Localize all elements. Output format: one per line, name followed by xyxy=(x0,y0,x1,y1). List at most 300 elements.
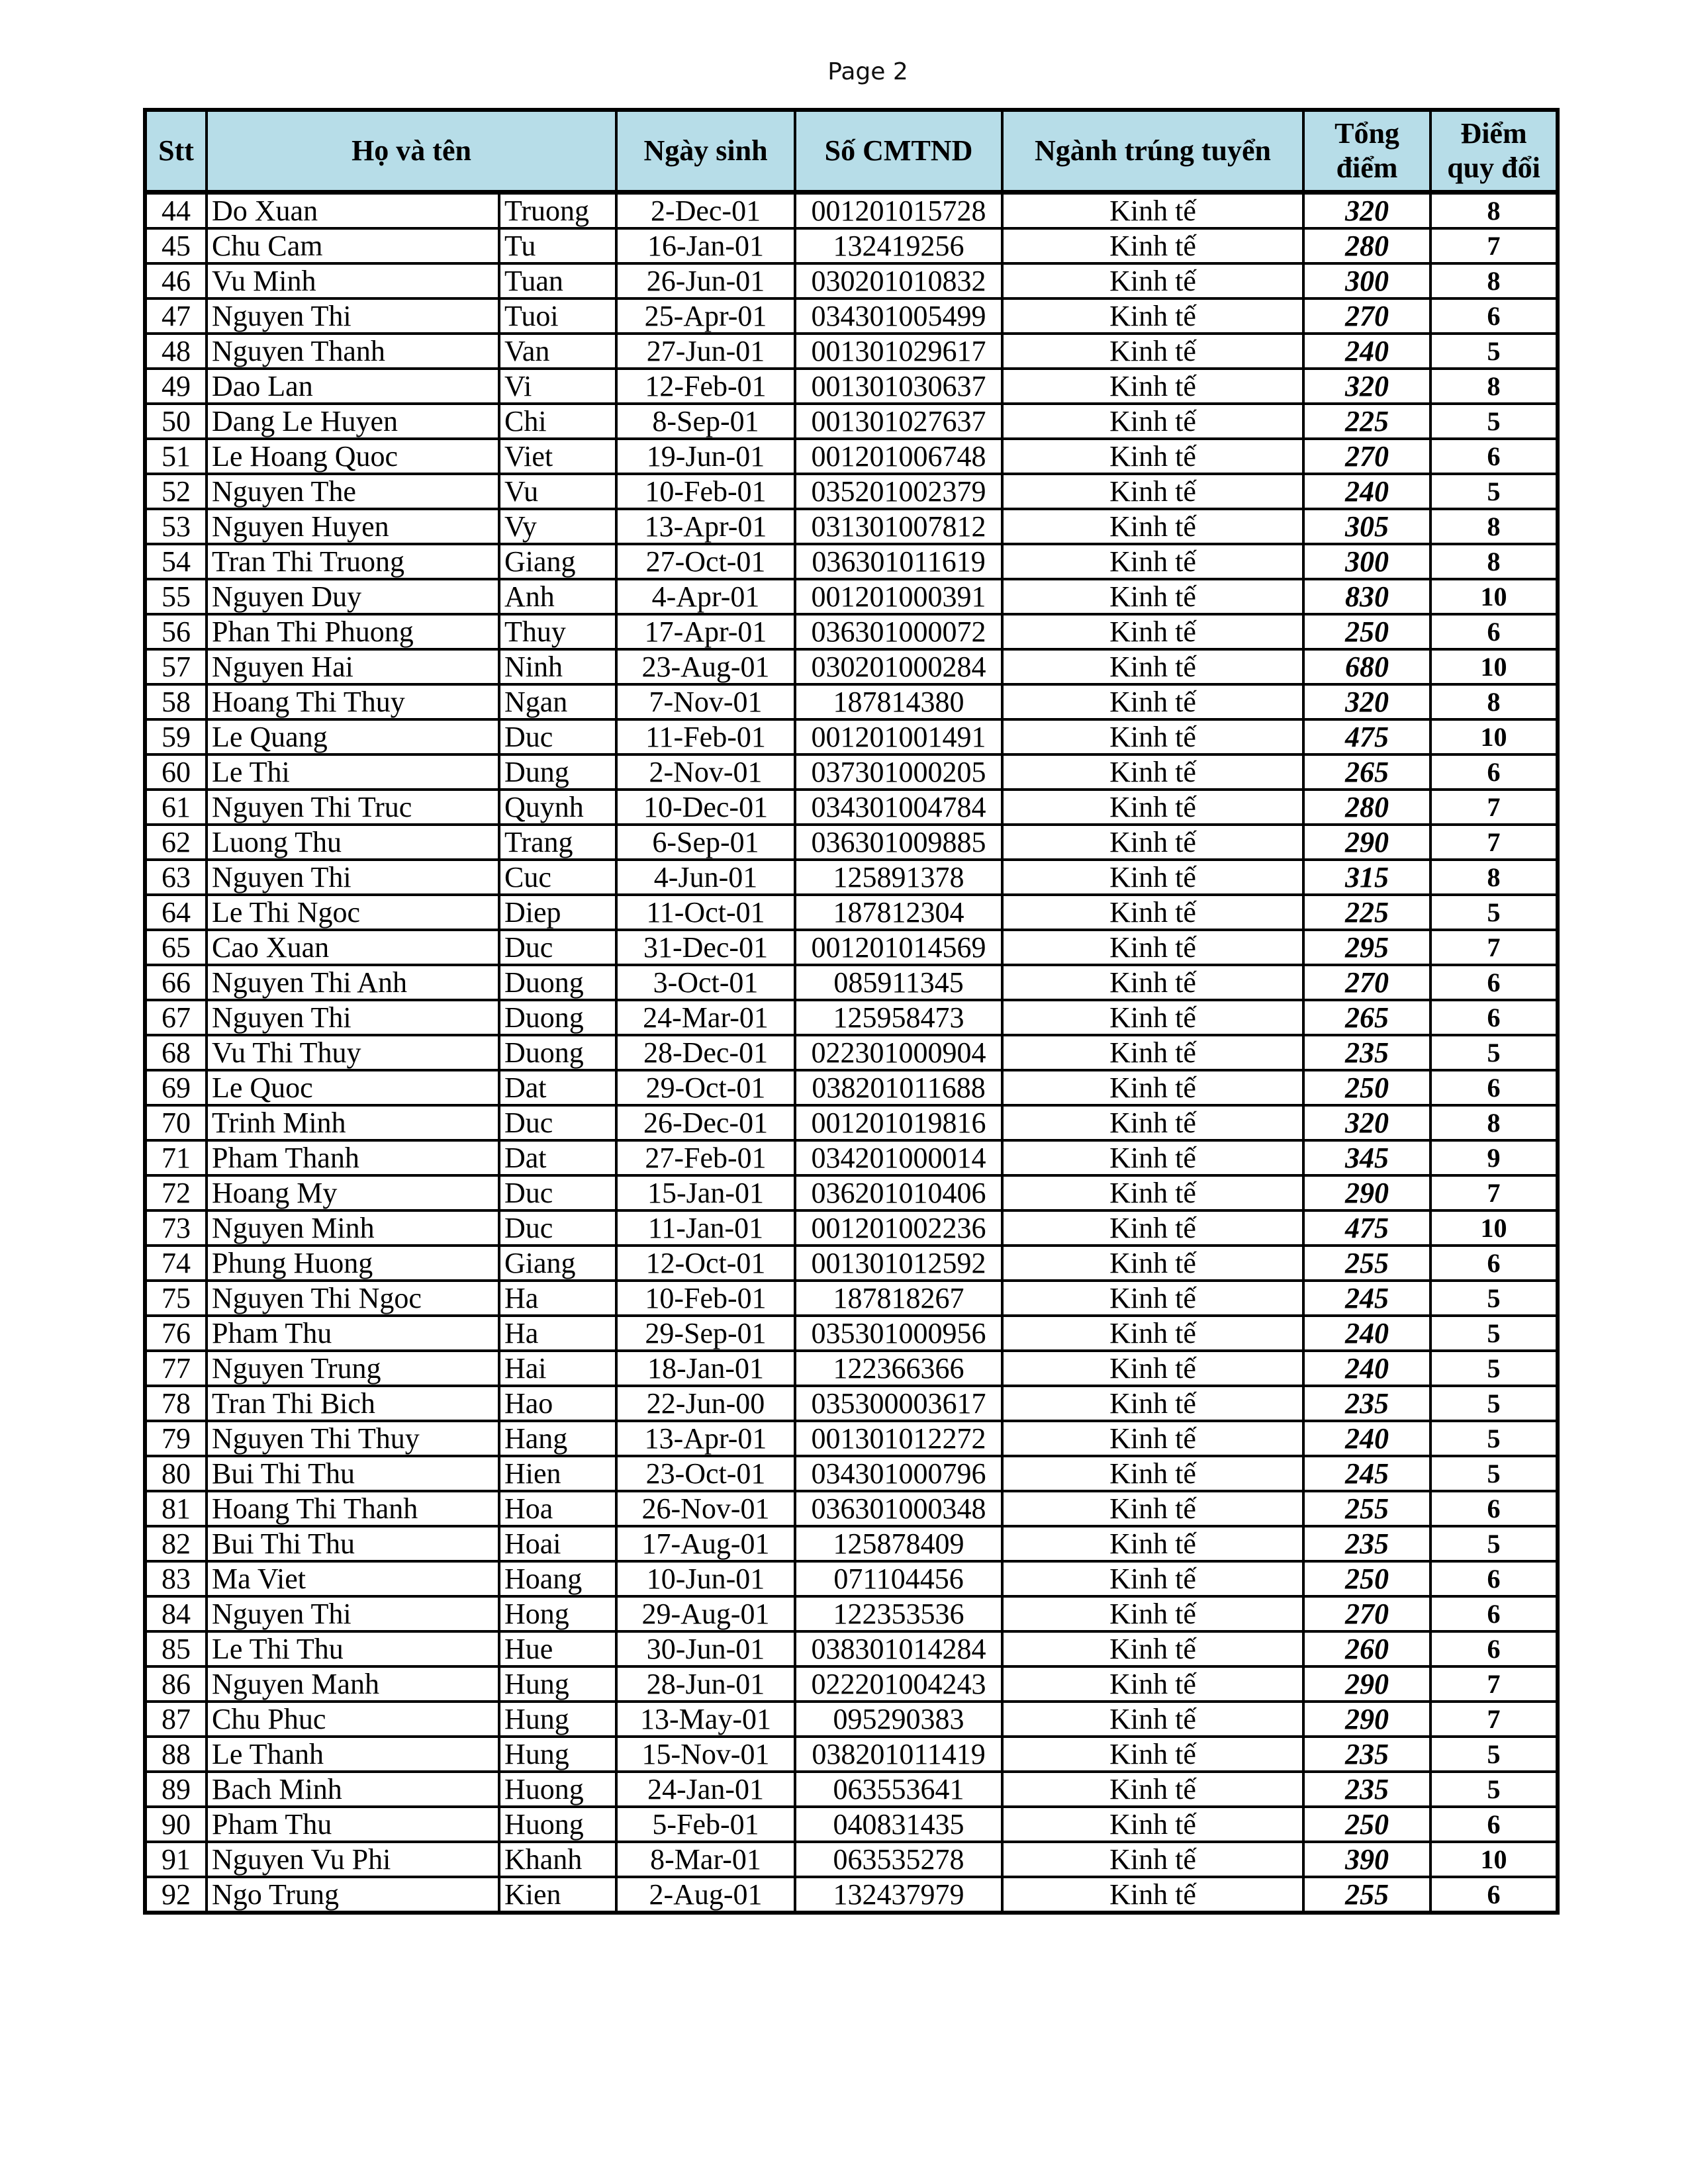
cell-admitted-major: Kinh tế xyxy=(1002,404,1303,439)
cell-total-score: 240 xyxy=(1303,1316,1430,1351)
cell-converted-score: 6 xyxy=(1430,298,1558,334)
cell-family-middle-name: Ma Viet xyxy=(207,1561,499,1596)
table-row xyxy=(145,1666,1558,1702)
cell-id-number: 035201002379 xyxy=(795,474,1002,509)
cell-family-middle-name: Vu Thi Thuy xyxy=(207,1035,499,1070)
cell-admitted-major: Kinh tế xyxy=(1002,965,1303,1000)
cell-family-middle-name: Pham Thu xyxy=(207,1807,499,1842)
cell-admitted-major: Kinh tế xyxy=(1002,719,1303,754)
cell-given-name: Anh xyxy=(499,579,616,614)
cell-family-middle-name: Nguyen Thi xyxy=(207,298,499,334)
header-converted-score xyxy=(1430,110,1558,193)
cell-given-name: Hang xyxy=(499,1421,616,1456)
cell-converted-score: 10 xyxy=(1430,1842,1558,1877)
cell-admitted-major: Kinh tế xyxy=(1002,1000,1303,1035)
cell-admitted-major: Kinh tế xyxy=(1002,193,1303,229)
cell-given-name: Duc xyxy=(499,930,616,965)
cell-total-score: 390 xyxy=(1303,1842,1430,1877)
cell-given-name: Vy xyxy=(499,509,616,544)
cell-converted-score: 8 xyxy=(1430,369,1558,404)
cell-admitted-major: Kinh tế xyxy=(1002,1772,1303,1807)
cell-family-middle-name: Hoang My xyxy=(207,1175,499,1210)
cell-row-number: 88 xyxy=(145,1737,207,1772)
table-row xyxy=(145,1877,1558,1913)
cell-row-number: 44 xyxy=(145,193,207,229)
table-row xyxy=(145,1035,1558,1070)
cell-total-score: 270 xyxy=(1303,298,1430,334)
cell-total-score: 315 xyxy=(1303,860,1430,895)
cell-family-middle-name: Chu Phuc xyxy=(207,1702,499,1737)
cell-total-score: 255 xyxy=(1303,1877,1430,1913)
cell-total-score: 240 xyxy=(1303,334,1430,369)
cell-date-of-birth: 31-Dec-01 xyxy=(616,930,795,965)
cell-given-name: Dat xyxy=(499,1140,616,1175)
table-row xyxy=(145,1842,1558,1877)
cell-family-middle-name: Do Xuan xyxy=(207,193,499,229)
header-total-score-line2: điểm xyxy=(1336,152,1398,184)
cell-family-middle-name: Le Quang xyxy=(207,719,499,754)
cell-total-score: 320 xyxy=(1303,369,1430,404)
cell-date-of-birth: 24-Mar-01 xyxy=(616,1000,795,1035)
table-header xyxy=(145,110,1558,193)
table-row xyxy=(145,1807,1558,1842)
cell-given-name: Tu xyxy=(499,228,616,263)
cell-date-of-birth: 16-Jan-01 xyxy=(616,228,795,263)
cell-given-name: Cuc xyxy=(499,860,616,895)
cell-date-of-birth: 24-Jan-01 xyxy=(616,1772,795,1807)
header-total-score-line1: Tổng xyxy=(1335,117,1399,150)
cell-family-middle-name: Nguyen Vu Phi xyxy=(207,1842,499,1877)
cell-id-number: 125878409 xyxy=(795,1526,1002,1561)
cell-given-name: Hai xyxy=(499,1351,616,1386)
cell-given-name: Vu xyxy=(499,474,616,509)
cell-row-number: 55 xyxy=(145,579,207,614)
cell-row-number: 76 xyxy=(145,1316,207,1351)
cell-admitted-major: Kinh tế xyxy=(1002,1631,1303,1666)
cell-row-number: 63 xyxy=(145,860,207,895)
cell-date-of-birth: 13-Apr-01 xyxy=(616,1421,795,1456)
cell-total-score: 235 xyxy=(1303,1737,1430,1772)
cell-date-of-birth: 13-Apr-01 xyxy=(616,509,795,544)
cell-admitted-major: Kinh tế xyxy=(1002,1246,1303,1281)
cell-given-name: Hien xyxy=(499,1456,616,1491)
cell-total-score: 265 xyxy=(1303,1000,1430,1035)
cell-given-name: Duc xyxy=(499,1175,616,1210)
cell-admitted-major: Kinh tế xyxy=(1002,1070,1303,1105)
cell-admitted-major: Kinh tế xyxy=(1002,1386,1303,1421)
cell-row-number: 61 xyxy=(145,790,207,825)
header-row xyxy=(145,110,1558,193)
cell-row-number: 50 xyxy=(145,404,207,439)
cell-converted-score: 6 xyxy=(1430,1070,1558,1105)
cell-date-of-birth: 26-Nov-01 xyxy=(616,1491,795,1526)
table-row xyxy=(145,439,1558,474)
cell-total-score: 290 xyxy=(1303,1175,1430,1210)
cell-total-score: 270 xyxy=(1303,1596,1430,1631)
cell-date-of-birth: 11-Feb-01 xyxy=(616,719,795,754)
cell-converted-score: 8 xyxy=(1430,1105,1558,1140)
cell-date-of-birth: 28-Jun-01 xyxy=(616,1666,795,1702)
header-admitted-major: Ngành trúng tuyển xyxy=(1002,110,1303,193)
cell-row-number: 57 xyxy=(145,649,207,684)
cell-total-score: 250 xyxy=(1303,614,1430,649)
cell-row-number: 81 xyxy=(145,1491,207,1526)
cell-date-of-birth: 12-Oct-01 xyxy=(616,1246,795,1281)
cell-converted-score: 6 xyxy=(1430,1561,1558,1596)
cell-family-middle-name: Pham Thu xyxy=(207,1316,499,1351)
cell-admitted-major: Kinh tế xyxy=(1002,509,1303,544)
cell-family-middle-name: Dang Le Huyen xyxy=(207,404,499,439)
cell-date-of-birth: 17-Apr-01 xyxy=(616,614,795,649)
cell-converted-score: 6 xyxy=(1430,614,1558,649)
cell-row-number: 92 xyxy=(145,1877,207,1913)
cell-converted-score: 8 xyxy=(1430,860,1558,895)
cell-date-of-birth: 4-Apr-01 xyxy=(616,579,795,614)
cell-id-number: 034301005499 xyxy=(795,298,1002,334)
cell-date-of-birth: 2-Dec-01 xyxy=(616,193,795,229)
cell-date-of-birth: 19-Jun-01 xyxy=(616,439,795,474)
table-row xyxy=(145,965,1558,1000)
table-row xyxy=(145,1737,1558,1772)
cell-family-middle-name: Nguyen Thi Anh xyxy=(207,965,499,1000)
cell-admitted-major: Kinh tế xyxy=(1002,1456,1303,1491)
cell-id-number: 132419256 xyxy=(795,228,1002,263)
cell-given-name: Khanh xyxy=(499,1842,616,1877)
cell-id-number: 063535278 xyxy=(795,1842,1002,1877)
cell-row-number: 52 xyxy=(145,474,207,509)
cell-admitted-major: Kinh tế xyxy=(1002,790,1303,825)
table-row xyxy=(145,579,1558,614)
cell-id-number: 095290383 xyxy=(795,1702,1002,1737)
cell-converted-score: 6 xyxy=(1430,965,1558,1000)
cell-date-of-birth: 29-Oct-01 xyxy=(616,1070,795,1105)
cell-converted-score: 6 xyxy=(1430,1877,1558,1913)
cell-date-of-birth: 27-Jun-01 xyxy=(616,334,795,369)
cell-total-score: 235 xyxy=(1303,1772,1430,1807)
cell-total-score: 475 xyxy=(1303,719,1430,754)
cell-id-number: 035300003617 xyxy=(795,1386,1002,1421)
cell-given-name: Ha xyxy=(499,1281,616,1316)
cell-admitted-major: Kinh tế xyxy=(1002,1316,1303,1351)
cell-row-number: 90 xyxy=(145,1807,207,1842)
cell-converted-score: 5 xyxy=(1430,1351,1558,1386)
cell-id-number: 036301009885 xyxy=(795,825,1002,860)
table-row xyxy=(145,369,1558,404)
cell-total-score: 235 xyxy=(1303,1526,1430,1561)
cell-date-of-birth: 10-Dec-01 xyxy=(616,790,795,825)
cell-row-number: 89 xyxy=(145,1772,207,1807)
table-row xyxy=(145,193,1558,229)
cell-total-score: 270 xyxy=(1303,439,1430,474)
cell-admitted-major: Kinh tế xyxy=(1002,579,1303,614)
cell-family-middle-name: Nguyen Minh xyxy=(207,1210,499,1246)
cell-given-name: Truong xyxy=(499,193,616,229)
cell-id-number: 125891378 xyxy=(795,860,1002,895)
cell-admitted-major: Kinh tế xyxy=(1002,1351,1303,1386)
cell-family-middle-name: Phung Huong xyxy=(207,1246,499,1281)
cell-family-middle-name: Bui Thi Thu xyxy=(207,1526,499,1561)
cell-id-number: 001201000391 xyxy=(795,579,1002,614)
cell-id-number: 085911345 xyxy=(795,965,1002,1000)
cell-total-score: 320 xyxy=(1303,684,1430,719)
table-row xyxy=(145,614,1558,649)
cell-converted-score: 6 xyxy=(1430,439,1558,474)
cell-id-number: 001201002236 xyxy=(795,1210,1002,1246)
cell-row-number: 83 xyxy=(145,1561,207,1596)
cell-given-name: Dat xyxy=(499,1070,616,1105)
cell-row-number: 62 xyxy=(145,825,207,860)
cell-id-number: 001201006748 xyxy=(795,439,1002,474)
cell-family-middle-name: Le Thanh xyxy=(207,1737,499,1772)
cell-family-middle-name: Cao Xuan xyxy=(207,930,499,965)
cell-admitted-major: Kinh tế xyxy=(1002,544,1303,579)
header-id-number: Số CMTND xyxy=(795,110,1002,193)
cell-total-score: 255 xyxy=(1303,1246,1430,1281)
cell-given-name: Ngan xyxy=(499,684,616,719)
cell-family-middle-name: Nguyen Thanh xyxy=(207,334,499,369)
cell-date-of-birth: 10-Jun-01 xyxy=(616,1561,795,1596)
admission-results-table xyxy=(143,108,1560,1915)
cell-id-number: 132437979 xyxy=(795,1877,1002,1913)
cell-admitted-major: Kinh tế xyxy=(1002,1105,1303,1140)
cell-given-name: Hung xyxy=(499,1666,616,1702)
cell-converted-score: 6 xyxy=(1430,1596,1558,1631)
cell-family-middle-name: Le Thi Ngoc xyxy=(207,895,499,930)
cell-total-score: 290 xyxy=(1303,1666,1430,1702)
cell-given-name: Duong xyxy=(499,1000,616,1035)
cell-given-name: Dung xyxy=(499,754,616,790)
cell-total-score: 240 xyxy=(1303,1351,1430,1386)
cell-family-middle-name: Phan Thi Phuong xyxy=(207,614,499,649)
cell-date-of-birth: 18-Jan-01 xyxy=(616,1351,795,1386)
table-row xyxy=(145,1140,1558,1175)
cell-converted-score: 8 xyxy=(1430,263,1558,298)
cell-id-number: 001201014569 xyxy=(795,930,1002,965)
cell-date-of-birth: 26-Jun-01 xyxy=(616,263,795,298)
cell-id-number: 038301014284 xyxy=(795,1631,1002,1666)
cell-converted-score: 7 xyxy=(1430,790,1558,825)
cell-converted-score: 5 xyxy=(1430,474,1558,509)
cell-total-score: 680 xyxy=(1303,649,1430,684)
cell-id-number: 001301030637 xyxy=(795,369,1002,404)
cell-converted-score: 10 xyxy=(1430,649,1558,684)
cell-total-score: 280 xyxy=(1303,790,1430,825)
cell-family-middle-name: Nguyen Huyen xyxy=(207,509,499,544)
cell-total-score: 290 xyxy=(1303,825,1430,860)
header-stt: Stt xyxy=(145,110,207,193)
cell-total-score: 320 xyxy=(1303,193,1430,229)
cell-converted-score: 8 xyxy=(1430,193,1558,229)
table-row xyxy=(145,334,1558,369)
table-row xyxy=(145,1491,1558,1526)
table-row xyxy=(145,228,1558,263)
cell-row-number: 46 xyxy=(145,263,207,298)
header-converted-score-line2: quy đổi xyxy=(1447,152,1540,184)
table-row xyxy=(145,790,1558,825)
cell-row-number: 64 xyxy=(145,895,207,930)
cell-id-number: 022301000904 xyxy=(795,1035,1002,1070)
cell-row-number: 79 xyxy=(145,1421,207,1456)
cell-row-number: 48 xyxy=(145,334,207,369)
cell-family-middle-name: Hoang Thi Thuy xyxy=(207,684,499,719)
cell-id-number: 001301012272 xyxy=(795,1421,1002,1456)
cell-given-name: Duong xyxy=(499,965,616,1000)
cell-row-number: 73 xyxy=(145,1210,207,1246)
table-row xyxy=(145,825,1558,860)
cell-admitted-major: Kinh tế xyxy=(1002,614,1303,649)
table-row xyxy=(145,1772,1558,1807)
cell-date-of-birth: 29-Sep-01 xyxy=(616,1316,795,1351)
cell-id-number: 063553641 xyxy=(795,1772,1002,1807)
table-row xyxy=(145,684,1558,719)
cell-row-number: 75 xyxy=(145,1281,207,1316)
cell-admitted-major: Kinh tế xyxy=(1002,1877,1303,1913)
cell-id-number: 030201000284 xyxy=(795,649,1002,684)
header-total-score xyxy=(1303,110,1430,193)
table-row xyxy=(145,1175,1558,1210)
cell-id-number: 040831435 xyxy=(795,1807,1002,1842)
cell-date-of-birth: 12-Feb-01 xyxy=(616,369,795,404)
cell-admitted-major: Kinh tế xyxy=(1002,263,1303,298)
cell-converted-score: 7 xyxy=(1430,930,1558,965)
cell-id-number: 125958473 xyxy=(795,1000,1002,1035)
cell-date-of-birth: 10-Feb-01 xyxy=(616,474,795,509)
cell-row-number: 77 xyxy=(145,1351,207,1386)
table-row xyxy=(145,263,1558,298)
cell-id-number: 037301000205 xyxy=(795,754,1002,790)
cell-row-number: 72 xyxy=(145,1175,207,1210)
cell-id-number: 038201011419 xyxy=(795,1737,1002,1772)
cell-converted-score: 5 xyxy=(1430,1772,1558,1807)
table-row xyxy=(145,930,1558,965)
cell-converted-score: 10 xyxy=(1430,719,1558,754)
cell-date-of-birth: 23-Aug-01 xyxy=(616,649,795,684)
cell-date-of-birth: 13-May-01 xyxy=(616,1702,795,1737)
table-row xyxy=(145,754,1558,790)
cell-total-score: 250 xyxy=(1303,1561,1430,1596)
cell-date-of-birth: 10-Feb-01 xyxy=(616,1281,795,1316)
cell-family-middle-name: Bach Minh xyxy=(207,1772,499,1807)
cell-admitted-major: Kinh tế xyxy=(1002,1421,1303,1456)
cell-admitted-major: Kinh tế xyxy=(1002,1526,1303,1561)
cell-row-number: 59 xyxy=(145,719,207,754)
cell-converted-score: 8 xyxy=(1430,509,1558,544)
cell-id-number: 030201010832 xyxy=(795,263,1002,298)
cell-total-score: 475 xyxy=(1303,1210,1430,1246)
cell-given-name: Duc xyxy=(499,1210,616,1246)
cell-converted-score: 7 xyxy=(1430,1702,1558,1737)
cell-given-name: Viet xyxy=(499,439,616,474)
cell-family-middle-name: Nguyen Thi xyxy=(207,860,499,895)
cell-date-of-birth: 6-Sep-01 xyxy=(616,825,795,860)
cell-converted-score: 6 xyxy=(1430,1246,1558,1281)
cell-admitted-major: Kinh tế xyxy=(1002,825,1303,860)
cell-given-name: Vi xyxy=(499,369,616,404)
cell-id-number: 034301000796 xyxy=(795,1456,1002,1491)
cell-given-name: Diep xyxy=(499,895,616,930)
cell-row-number: 78 xyxy=(145,1386,207,1421)
cell-converted-score: 5 xyxy=(1430,1386,1558,1421)
cell-total-score: 225 xyxy=(1303,895,1430,930)
cell-date-of-birth: 30-Jun-01 xyxy=(616,1631,795,1666)
cell-date-of-birth: 27-Feb-01 xyxy=(616,1140,795,1175)
cell-converted-score: 7 xyxy=(1430,228,1558,263)
cell-family-middle-name: Le Thi Thu xyxy=(207,1631,499,1666)
cell-family-middle-name: Pham Thanh xyxy=(207,1140,499,1175)
cell-total-score: 225 xyxy=(1303,404,1430,439)
cell-total-score: 240 xyxy=(1303,1421,1430,1456)
cell-admitted-major: Kinh tế xyxy=(1002,474,1303,509)
cell-family-middle-name: Nguyen Thi Truc xyxy=(207,790,499,825)
header-converted-score-line1: Điểm xyxy=(1460,117,1527,150)
cell-family-middle-name: Le Quoc xyxy=(207,1070,499,1105)
cell-row-number: 68 xyxy=(145,1035,207,1070)
cell-admitted-major: Kinh tế xyxy=(1002,439,1303,474)
cell-converted-score: 5 xyxy=(1430,334,1558,369)
table-row xyxy=(145,1246,1558,1281)
cell-given-name: Huong xyxy=(499,1807,616,1842)
cell-given-name: Quynh xyxy=(499,790,616,825)
cell-id-number: 001301029617 xyxy=(795,334,1002,369)
cell-row-number: 47 xyxy=(145,298,207,334)
table-row xyxy=(145,1070,1558,1105)
cell-id-number: 035301000956 xyxy=(795,1316,1002,1351)
cell-given-name: Giang xyxy=(499,544,616,579)
table-row xyxy=(145,404,1558,439)
cell-converted-score: 5 xyxy=(1430,1421,1558,1456)
cell-given-name: Hoai xyxy=(499,1526,616,1561)
table-row xyxy=(145,1526,1558,1561)
cell-family-middle-name: Vu Minh xyxy=(207,263,499,298)
cell-row-number: 60 xyxy=(145,754,207,790)
cell-date-of-birth: 15-Nov-01 xyxy=(616,1737,795,1772)
cell-family-middle-name: Le Thi xyxy=(207,754,499,790)
table-row xyxy=(145,1561,1558,1596)
cell-converted-score: 7 xyxy=(1430,1175,1558,1210)
cell-id-number: 001301027637 xyxy=(795,404,1002,439)
cell-converted-score: 5 xyxy=(1430,404,1558,439)
cell-date-of-birth: 3-Oct-01 xyxy=(616,965,795,1000)
cell-family-middle-name: Nguyen Thi Ngoc xyxy=(207,1281,499,1316)
cell-row-number: 74 xyxy=(145,1246,207,1281)
cell-id-number: 036301000348 xyxy=(795,1491,1002,1526)
cell-admitted-major: Kinh tế xyxy=(1002,1210,1303,1246)
cell-given-name: Hong xyxy=(499,1596,616,1631)
cell-admitted-major: Kinh tế xyxy=(1002,1491,1303,1526)
cell-converted-score: 5 xyxy=(1430,1035,1558,1070)
header-date-of-birth: Ngày sinh xyxy=(616,110,795,193)
cell-converted-score: 7 xyxy=(1430,825,1558,860)
cell-date-of-birth: 27-Oct-01 xyxy=(616,544,795,579)
cell-given-name: Chi xyxy=(499,404,616,439)
cell-family-middle-name: Nguyen Thi xyxy=(207,1000,499,1035)
cell-admitted-major: Kinh tế xyxy=(1002,1035,1303,1070)
table-row xyxy=(145,298,1558,334)
cell-family-middle-name: Nguyen Thi xyxy=(207,1596,499,1631)
cell-converted-score: 6 xyxy=(1430,1807,1558,1842)
cell-row-number: 91 xyxy=(145,1842,207,1877)
cell-admitted-major: Kinh tế xyxy=(1002,1737,1303,1772)
table-row xyxy=(145,474,1558,509)
cell-total-score: 245 xyxy=(1303,1281,1430,1316)
cell-admitted-major: Kinh tế xyxy=(1002,228,1303,263)
cell-admitted-major: Kinh tế xyxy=(1002,684,1303,719)
cell-date-of-birth: 5-Feb-01 xyxy=(616,1807,795,1842)
cell-given-name: Duc xyxy=(499,719,616,754)
cell-row-number: 56 xyxy=(145,614,207,649)
cell-family-middle-name: Nguyen Duy xyxy=(207,579,499,614)
table-row xyxy=(145,1316,1558,1351)
